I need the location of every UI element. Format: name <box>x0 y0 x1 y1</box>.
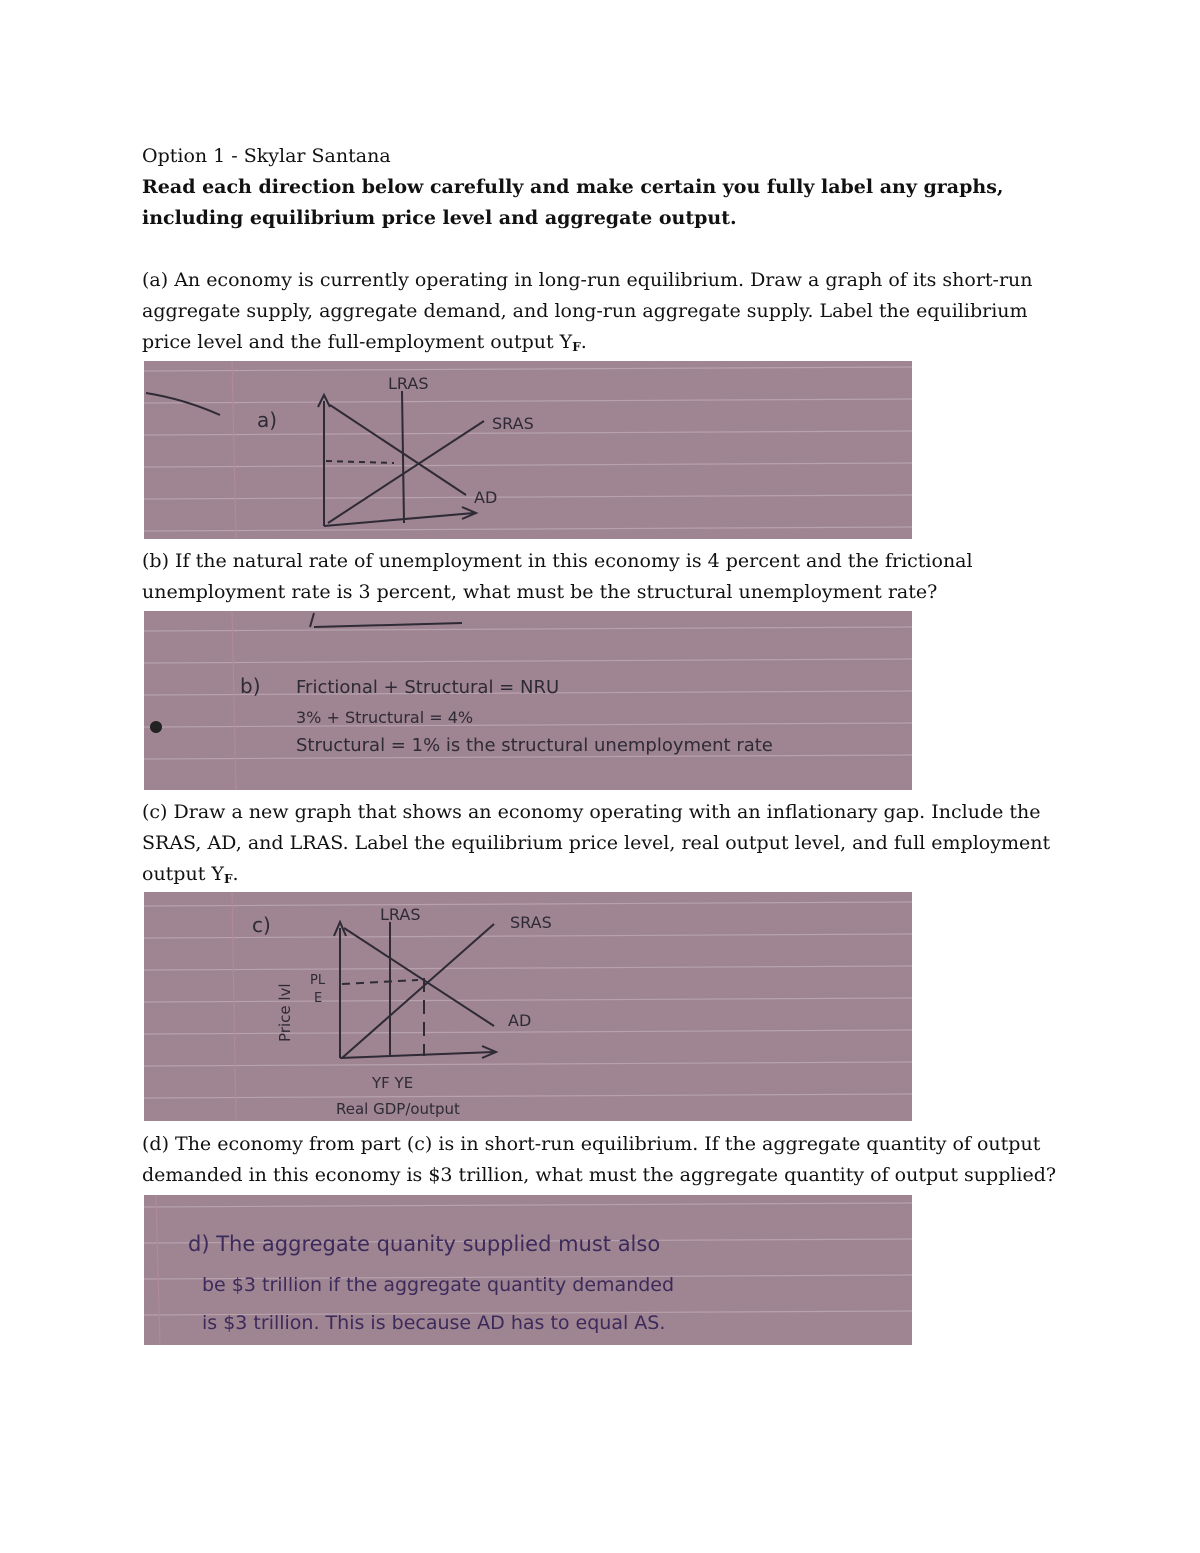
question-d: (d) The economy from part (c) is in short-run equilibrium. If the aggregate quantity of output demanded in this economy is $3 trillion, what must the aggregate quantity of output supplied? <box>142 1133 1057 1186</box>
question-c-subscript: F <box>223 872 233 886</box>
answer-d-line2: be $3 trillion if the aggregate quantity demanded <box>202 1274 675 1296</box>
answer-c-lras: LRAS <box>380 905 421 924</box>
answer-c-xlabel: Real GDP/output <box>336 1100 460 1118</box>
question-a-subscript: F <box>572 340 581 354</box>
answer-d-photo <box>144 1195 912 1345</box>
answer-c-graph <box>334 922 496 1058</box>
answer-b-line3: Structural = 1% is the structural unemployment rate <box>296 735 773 756</box>
answer-b-photo <box>144 611 912 790</box>
answer-d-line1: d) The aggregate quanity supplied must also <box>188 1232 661 1256</box>
answer-c-photo <box>144 892 912 1121</box>
answer-b-line1: Frictional + Structural = NRU <box>296 677 560 698</box>
answer-a-lras: LRAS <box>388 374 429 393</box>
answer-c-sras: SRAS <box>510 913 552 932</box>
answer-a-ad: AD <box>474 488 498 507</box>
question-c <box>142 797 1072 895</box>
answer-c-ylabel: Price lvl <box>276 983 294 1042</box>
question-c-text-end: . <box>232 863 239 885</box>
answer-c-pl: PL <box>310 973 326 988</box>
question-c-text: (c) Draw a new graph that shows an economy operating with an inflationary gap. Include the SRAS, AD, and LRAS. Label the equilibrium price level, real output level, and full employment output Y <box>142 801 1051 885</box>
answer-a-sras: SRAS <box>492 414 534 433</box>
answer-d-line3: is $3 trillion. This is because AD has to equal AS. <box>202 1312 666 1334</box>
answer-c-xticks: YF YE <box>372 1074 414 1092</box>
answer-a-photo <box>144 361 912 539</box>
question-a-text: (a) An economy is currently operating in long-run equilibrium. Draw a graph of its short-run aggregate supply, aggregate demand, and long-run aggregate supply. Label the equilibrium price level and the full-employment output Y <box>142 269 1033 353</box>
answer-b-label: b) <box>240 674 261 698</box>
answer-b-line2: 3% + Structural = 4% <box>296 708 474 727</box>
question-a <box>142 265 1072 363</box>
question-b: (b) If the natural rate of unemployment in this economy is 4 percent and the frictional unemployment rate is 3 percent, what must be the structural unemployment rate? <box>142 550 973 603</box>
question-a-text-end: . <box>580 331 587 353</box>
document-title: Option 1 - Skylar Santana <box>142 145 391 167</box>
answer-a-label: a) <box>257 408 278 432</box>
instructions: Read each direction below carefully and make certain you fully label any graphs, including equilibrium price level and aggregate output. <box>142 176 1004 229</box>
answer-c-ad: AD <box>508 1011 532 1030</box>
answer-c-label: c) <box>252 913 271 937</box>
answer-c-e: E <box>314 991 323 1006</box>
answer-a-graph <box>318 391 484 526</box>
